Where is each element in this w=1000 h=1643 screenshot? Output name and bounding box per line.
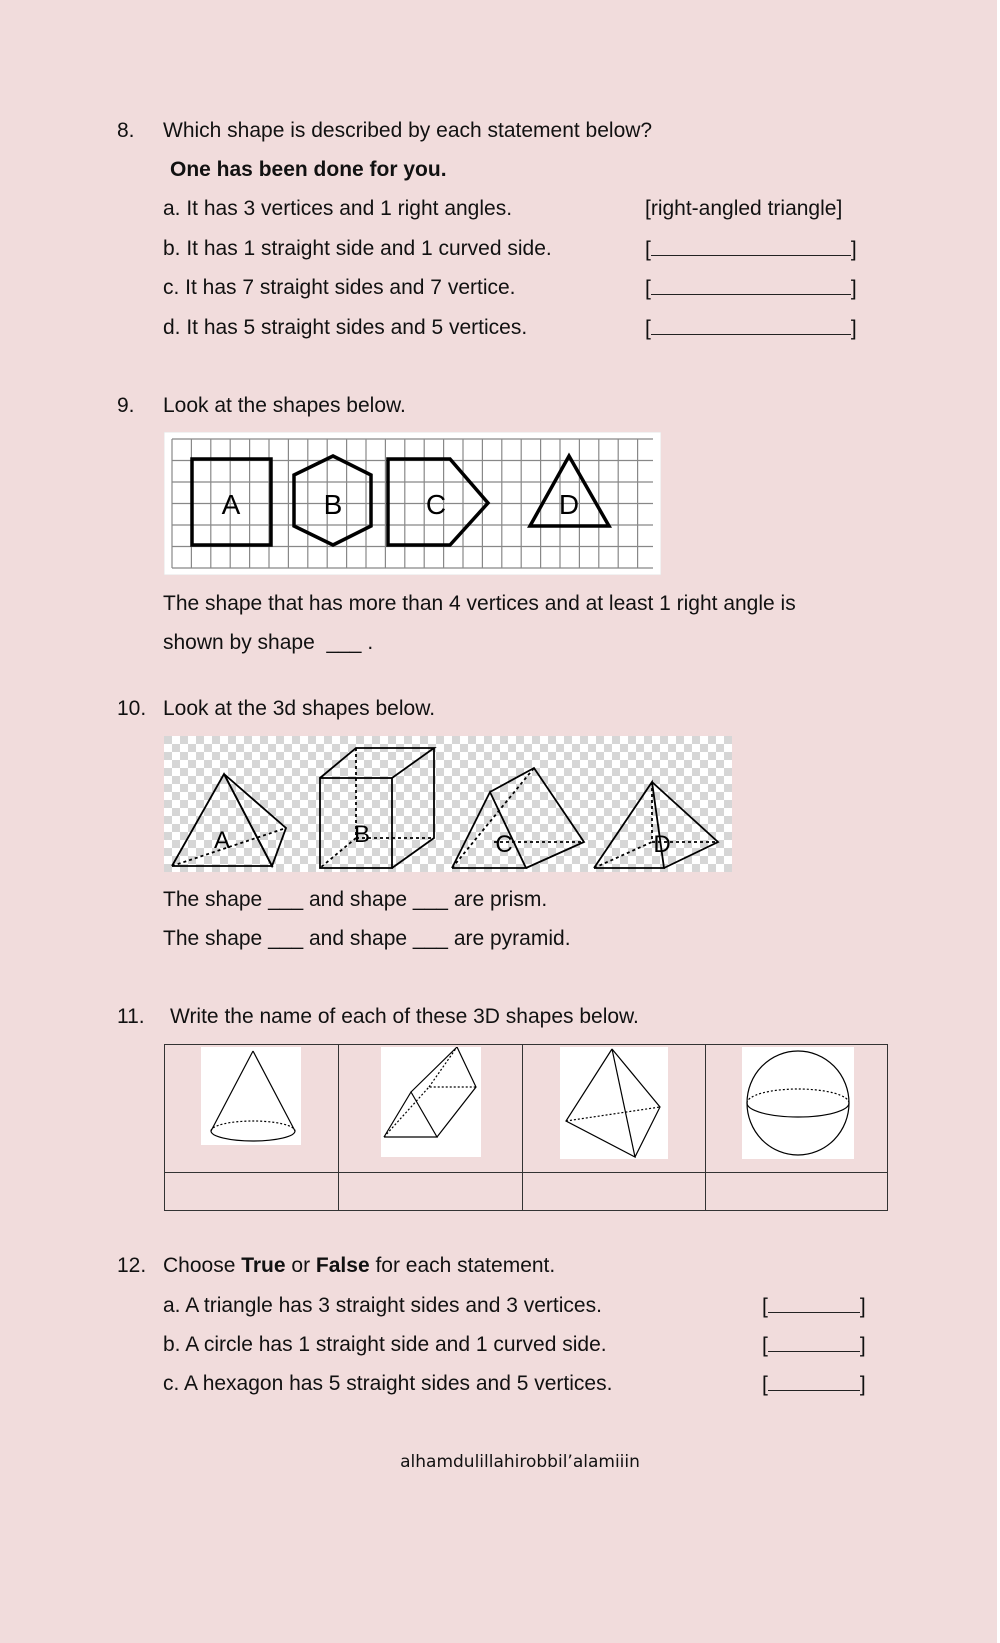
shape-label-b: B [323,489,343,520]
cone-image [201,1047,301,1145]
q10-line2 [163,927,571,951]
sphere-image [742,1047,854,1159]
bracket-close: ] [850,317,857,340]
q8-answer-a: [right-angled triangle] [645,197,843,220]
q12-item-b: b. A circle has 1 straight side and 1 curved side. [163,1333,607,1356]
text: and shape [308,927,408,950]
text: Choose [163,1254,242,1277]
q10-line1 [163,888,547,912]
text: The shape [163,927,263,950]
answer-blank[interactable] [651,237,851,256]
text: or [285,1254,316,1277]
q10-question: Look at the 3d shapes below. [163,697,436,720]
answer-cell-2[interactable] [338,1173,522,1211]
footer-text: alhamdulillahirobbil’alamiiin [400,1452,640,1472]
q8-item-b: b. It has 1 straight side and 1 curved side. [163,237,552,260]
q8-answer-d[interactable] [645,316,857,341]
answer-blank[interactable]: ___ [268,888,304,911]
q9-line2-text: shown by shape [163,631,315,654]
text: are pyramid. [453,927,571,950]
bracket-open: [ [645,277,651,300]
cell-prism [338,1045,522,1173]
text: for each statement. [369,1254,556,1277]
answer-blank[interactable]: ___ [412,927,448,950]
q12-answer-c[interactable] [762,1372,866,1397]
answer-blank[interactable] [651,276,851,295]
bracket-close: ] [859,1295,866,1318]
true-word: True [241,1254,286,1277]
shape-label-c: C [495,831,513,858]
q8-item-d: d. It has 5 straight sides and 5 vertices. [163,316,528,339]
q12-question [163,1254,555,1278]
answer-cell-1[interactable] [165,1173,339,1211]
bracket-close: ] [859,1334,866,1357]
q8-item-a: a. It has 3 vertices and 1 right angles. [163,197,513,220]
q8-answer-b[interactable] [645,237,857,262]
q12-item-c: c. A hexagon has 5 straight sides and 5 vertices. [163,1372,613,1395]
text: are prism. [453,888,548,911]
q12-number: 12. [117,1254,147,1277]
q9-period: . [367,631,374,654]
cell-cone [165,1045,339,1173]
q9-line1: The shape that has more than 4 vertices and at least 1 right angle is [163,592,796,615]
answer-cell-4[interactable] [705,1173,887,1211]
tetrahedron-image [560,1047,668,1159]
answer-cell-3[interactable] [522,1173,705,1211]
q8-question: Which shape is described by each statement below? [163,119,653,142]
bracket-open: [ [645,317,651,340]
shape-label-a: A [213,827,231,854]
answer-blank[interactable] [768,1333,860,1352]
2d-shapes-grid-figure [164,432,661,575]
q9-number: 9. [117,394,135,417]
bracket-open: [ [762,1373,768,1396]
q12-item-a: a. A triangle has 3 straight sides and 3 vertices. [163,1294,602,1317]
bracket-close: ] [850,277,857,300]
bracket-open: [ [762,1334,768,1357]
q10-number: 10. [117,697,147,720]
shape-label-b: B [353,821,371,848]
shape-label-d: D [558,489,580,520]
q11-shapes-table [164,1044,888,1211]
cell-sphere [705,1045,887,1173]
q12-answer-a[interactable] [762,1294,866,1319]
shape-label-d: D [653,831,671,858]
q9-line2 [163,631,373,655]
answer-blank[interactable]: ___ [412,888,448,911]
q11-question: Write the name of each of these 3D shapes below. [170,1005,639,1028]
bracket-close: ] [850,238,857,261]
q11-number: 11. [117,1005,145,1028]
q9-answer-blank[interactable]: ___ [326,631,362,654]
answer-blank[interactable] [768,1372,860,1391]
shape-label-c: C [425,489,447,520]
q8-note: One has been done for you. [170,158,447,181]
shape-label-a: A [221,489,241,520]
q8-number: 8. [117,119,135,142]
bracket-open: [ [762,1295,768,1318]
false-word: False [315,1254,370,1277]
q12-answer-b[interactable] [762,1333,866,1358]
triangular-prism-image [381,1047,481,1157]
answer-blank[interactable] [651,316,851,335]
q9-question: Look at the shapes below. [163,394,406,417]
answer-blank[interactable]: ___ [268,927,304,950]
bracket-close: ] [859,1373,866,1396]
answer-blank[interactable] [768,1294,860,1313]
text: The shape [163,888,263,911]
q8-item-c: c. It has 7 straight sides and 7 vertice. [163,276,516,299]
text: and shape [308,888,408,911]
bracket-open: [ [645,238,651,261]
q8-answer-c[interactable] [645,276,857,301]
cell-tetrahedron [522,1045,705,1173]
3d-shapes-figure [164,736,732,872]
